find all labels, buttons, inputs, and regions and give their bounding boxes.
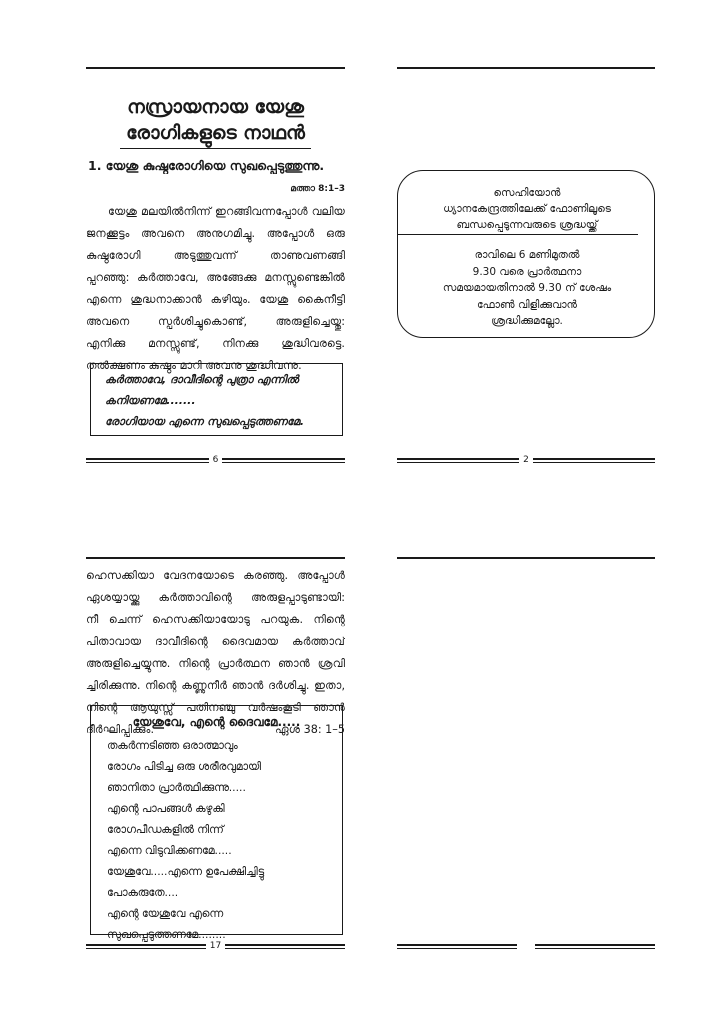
page6-line: എനിക്കു മനസ്സുണ്ട്, നിനക്കു ശുദ്ധിവരട്ടെ. <box>86 337 345 350</box>
footer-rule <box>222 458 345 463</box>
footer-rule <box>533 458 655 463</box>
page6-reference: മത്താ 8:1–3 <box>290 184 345 194</box>
page6-line: കുഷ്ഠരോഗി അടുത്തുവന്ന് താണുവണങ്ങി <box>86 249 345 262</box>
page6-prayer-line: കർത്താവേ, ദാവീദിന്റെ പുത്രാ എന്നിൽ <box>105 373 299 386</box>
page2-notice-header <box>398 185 656 233</box>
page2-notice-box <box>397 170 655 338</box>
page17-line: പിതാവായ ദാവീദിന്റെ ദൈവമായ കർത്താവ് <box>86 635 345 648</box>
page17-prayer-line: രോഗം പിടിച്ച ഒരു ശരീരവുമായി <box>107 760 261 773</box>
page17-line: അരുളിച്ചെയ്യുന്നു. നിന്റെ പ്രാർത്ഥന ഞാൻ ശ്രവി <box>86 657 345 670</box>
page6-title-line2: രോഗികളുടെ നാഥൻ <box>126 122 305 144</box>
page6-prayer-line: കനിയണമേ....... <box>105 394 196 407</box>
page17-reference: ഏശ 38: 1–5 <box>274 723 345 736</box>
page2-notice-divider <box>398 234 638 235</box>
page2-notice-body-line: ശ്രദ്ധിക്കുമല്ലോ. <box>491 315 563 327</box>
page6-line: തൽക്ഷണം കുഷ്ഠം മാറി അവനു ശുദ്ധിവന്നു. <box>86 359 302 372</box>
page6-line: പ്പറഞ്ഞു: കർത്താവേ, അങ്ങേക്കു മനസ്സുണ്ടെങ്കിൽ <box>86 271 345 284</box>
page2-page-number: 2 <box>523 455 529 465</box>
blank-page-top-rule <box>397 557 655 559</box>
page6-footer <box>86 455 345 465</box>
page6-paragraph <box>86 201 345 377</box>
page2-notice-header-line: ബന്ധപ്പെടുന്നവരുടെ ശ്രദ്ധയ്ക്ക് <box>456 219 598 231</box>
page2-top-rule <box>397 67 655 69</box>
page17-footer <box>86 941 345 951</box>
page17-line: ച്ചിരിക്കുന്നു. നിന്റെ കണ്ണുനീർ ഞാൻ ദർശിച്ചു. ഇതാ, <box>86 679 345 692</box>
page6-top-rule <box>86 67 345 69</box>
page17-prayer-line: യേശുവേ.....എന്നെ ഉപേക്ഷിച്ചിട്ടു <box>107 865 265 878</box>
page6-line: ജനക്കൂട്ടം അവനെ അനുഗമിച്ചു. അപ്പോൾ ഒരു <box>86 227 345 240</box>
page6-prayer-box <box>90 363 343 436</box>
page2-notice-body-line: സമയമായതിനാൽ 9.30 ന് ശേഷം <box>442 282 612 294</box>
blank-page-footer <box>397 941 655 951</box>
page6-line: എന്നെ ശുദ്ധനാക്കാൻ കഴിയും. യേശു കൈനീട്ടി <box>86 293 345 306</box>
page6-title-line1: നസ്രായനായ യേശു <box>127 96 304 118</box>
page17-prayer-line: എന്റെ യേശുവേ എന്നെ <box>107 907 223 920</box>
footer-rule <box>86 458 209 463</box>
page6-line: യേശു മലയിൽനിന്ന് ഇറങ്ങിവന്നപ്പോൾ വലിയ <box>108 205 345 218</box>
page2-notice-header-line: സെഹിയോൻ <box>493 187 561 199</box>
page17-prayer-line: ഞാനിതാ പ്രാർത്ഥിക്കുന്നു..... <box>107 781 246 794</box>
page2-notice-body-line: ഫോൺ വിളിക്കുവാൻ <box>477 298 577 311</box>
page2-notice-body-line: രാവിലെ 6 മണിമുതൽ <box>474 249 580 261</box>
footer-rule <box>535 944 655 949</box>
page17-prayer-title: യേശുവേ, എന്റെ ദൈവമേ..... <box>132 715 301 729</box>
page6-prayer-line: രോഗിയായ എന്നെ സുഖപ്പെടുത്തണമേ. <box>105 415 305 428</box>
page6-heading: 1. യേശു കുഷ്ഠരോഗിയെ സുഖപ്പെടുത്തുന്നു. <box>88 158 325 173</box>
footer-rule <box>397 458 519 463</box>
footer-rule <box>397 944 517 949</box>
page17-prayer-line: എന്റെ പാപങ്ങൾ കഴുകി <box>107 802 225 815</box>
page17-line: ഏശയ്യായ്ക്കു കർത്താവിന്റെ അരുളപ്പാടുണ്ടായി: <box>86 591 345 604</box>
page6-title-underline <box>120 148 311 149</box>
page17-prayer-line: സുഖപ്പെടുത്തണമേ........ <box>107 928 226 941</box>
page17-line: നിന്റെ ആയുസ്സ് പതിനഞ്ചു വർഷംകൂടി ഞാൻ <box>86 701 345 714</box>
page6-page-number: 6 <box>212 455 219 465</box>
page17-page-number: 17 <box>209 941 222 951</box>
page17-prayer-box <box>90 705 343 941</box>
page17-line: നീ ചെന്ന് ഹെസക്കിയായോടു പറയുക. നിന്റെ <box>86 613 345 626</box>
footer-rule <box>225 944 345 949</box>
page2-notice-body-line: 9.30 വരെ പ്രാർത്ഥനാ <box>472 265 582 278</box>
footer-rule <box>86 944 206 949</box>
page17-top-rule <box>86 557 345 559</box>
page2-notice-header-line: ധ്യാനകേന്ദ്രത്തിലേക്ക് ഫോണിലൂടെ <box>443 203 611 215</box>
page17-prayer-line: തകർന്നടിഞ്ഞ ഒരാത്മാവും <box>107 739 238 752</box>
page17-line: ഹെസക്കിയാ വേദനയോടെ കരഞ്ഞു. അപ്പോൾ <box>86 569 345 582</box>
page17-prayer-line: പോകരുതേ.... <box>107 886 179 899</box>
page2-footer <box>397 455 655 465</box>
page17-prayer-line: എന്നെ വിടുവിക്കണമേ..... <box>107 844 232 857</box>
page2-notice-body <box>398 247 656 330</box>
page17-last-line: ദീർഘിപ്പിക്കും. <box>86 723 155 736</box>
page6-line: അവനെ സ്പർശിച്ചുകൊണ്ട്, അരുളിച്ചെയ്തു: <box>86 315 345 328</box>
page17-prayer-line: രോഗപീഡകളിൽ നിന്ന് <box>107 823 224 836</box>
